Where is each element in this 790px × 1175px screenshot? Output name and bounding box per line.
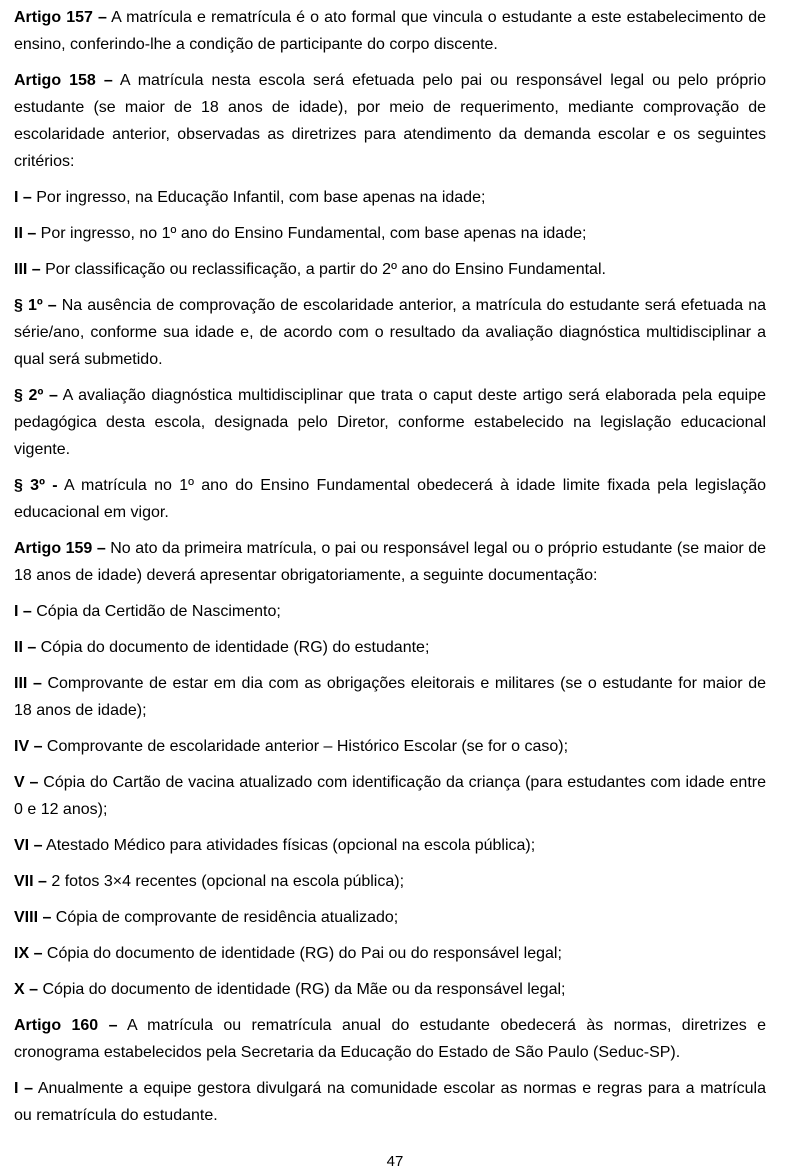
item-text: Cópia do documento de identidade (RG) do estudante; xyxy=(36,639,430,656)
page-number: 47 xyxy=(386,1153,404,1170)
article-160 xyxy=(14,1012,766,1066)
item-numeral: VI – xyxy=(14,837,43,854)
article-159-item-v xyxy=(14,769,766,823)
article-158-item-i xyxy=(14,184,766,211)
item-text: Cópia do documento de identidade (RG) do Pai ou do responsável legal; xyxy=(42,945,562,962)
article-159-item-vii xyxy=(14,868,766,895)
article-159-text: No ato da primeira matrícula, o pai ou responsável legal ou o próprio estudante (se maior de 18 anos de idade) deverá apresentar obrigatoriamente, a seguinte documentação: xyxy=(14,540,766,584)
item-text: Cópia do documento de identidade (RG) da Mãe ou da responsável legal; xyxy=(38,981,566,998)
item-numeral: III – xyxy=(14,261,41,278)
item-text: Anualmente a equipe gestora divulgará na comunidade escolar as normas e regras para a matrícula ou rematrícula do estudante. xyxy=(14,1080,766,1124)
item-text: Cópia de comprovante de residência atualizado; xyxy=(51,909,399,926)
paragraph-text: A matrícula no 1º ano do Ensino Fundamental obedecerá à idade limite fixada pela legislação educacional em vigor. xyxy=(14,477,767,521)
paragraph-symbol: § 3º - xyxy=(14,477,58,494)
article-159-item-i xyxy=(14,598,766,625)
item-text: Por ingresso, no 1º ano do Ensino Fundamental, com base apenas na idade; xyxy=(36,225,587,242)
article-158-text: A matrícula nesta escola será efetuada pelo pai ou responsável legal ou pelo próprio estudante (se maior de 18 anos de idade), por meio de requerimento, mediante comprovação de escolaridade anterior, observadas as diretrizes para atendimento da demanda escolar e os seguintes critérios: xyxy=(14,72,767,170)
article-159-item-x xyxy=(14,976,766,1003)
article-160-item-i xyxy=(14,1075,766,1129)
item-text: Por ingresso, na Educação Infantil, com base apenas na idade; xyxy=(31,189,486,206)
item-numeral: I – xyxy=(14,1080,34,1097)
document-body xyxy=(14,4,766,1129)
item-numeral: I – xyxy=(14,603,32,620)
article-157-text: A matrícula e rematrícula é o ato formal que vincula o estudante a este estabelecimento de ensino, conferindo-lhe a condição de participante do corpo discente. xyxy=(14,9,767,53)
item-numeral: V – xyxy=(14,774,39,791)
article-159-item-viii xyxy=(14,904,766,931)
item-text: Cópia do Cartão de vacina atualizado com identificação da criança (para estudantes com idade entre 0 e 12 anos); xyxy=(14,774,766,818)
item-numeral: III – xyxy=(14,675,42,692)
article-159-item-vi xyxy=(14,832,766,859)
article-157-heading: Artigo 157 – xyxy=(14,9,107,26)
article-158-paragraph-3 xyxy=(14,472,766,526)
article-159 xyxy=(14,535,766,589)
item-numeral: II – xyxy=(14,639,37,656)
article-158-item-ii xyxy=(14,220,766,247)
article-159-item-iii xyxy=(14,670,766,724)
article-159-item-ix xyxy=(14,940,766,967)
item-text: 2 fotos 3×4 recentes (opcional na escola pública); xyxy=(46,873,405,890)
item-numeral: VII – xyxy=(14,873,47,890)
article-157 xyxy=(14,4,766,58)
paragraph-symbol: § 1º – xyxy=(14,297,57,314)
item-numeral: II – xyxy=(14,225,37,242)
item-text: Comprovante de escolaridade anterior – Histórico Escolar (se for o caso); xyxy=(42,738,569,755)
item-text: Atestado Médico para atividades físicas (opcional na escola pública); xyxy=(42,837,536,854)
item-text: Comprovante de estar em dia com as obrigações eleitorais e militares (se o estudante for maior de 18 anos de idade); xyxy=(14,675,766,719)
item-numeral: I – xyxy=(14,189,32,206)
paragraph-text: A avaliação diagnóstica multidisciplinar que trata o caput deste artigo será elaborada pela equipe pedagógica desta escola, designada pelo Diretor, conforme estabelecido na legislação educacional vigente. xyxy=(14,387,766,458)
article-158 xyxy=(14,67,766,175)
article-158-item-iii xyxy=(14,256,766,283)
article-160-text: A matrícula ou rematrícula anual do estudante obedecerá às normas, diretrizes e cronograma estabelecidos pela Secretaria da Educação do Estado de São Paulo (Seduc-SP). xyxy=(14,1017,766,1061)
article-158-paragraph-1 xyxy=(14,292,766,373)
paragraph-symbol: § 2º – xyxy=(14,387,58,404)
item-text: Por classificação ou reclassificação, a partir do 2º ano do Ensino Fundamental. xyxy=(40,261,606,278)
item-numeral: X – xyxy=(14,981,39,998)
item-numeral: IV – xyxy=(14,738,43,755)
paragraph-text: Na ausência de comprovação de escolaridade anterior, a matrícula do estudante será efetuada na série/ano, conforme sua idade e, de acordo com o resultado da avaliação diagnóstica multidisciplinar a qual será submetido. xyxy=(14,297,766,368)
article-159-item-iv xyxy=(14,733,766,760)
item-text: Cópia da Certidão de Nascimento; xyxy=(31,603,281,620)
article-160-heading: Artigo 160 – xyxy=(14,1017,118,1034)
item-numeral: VIII – xyxy=(14,909,52,926)
article-158-paragraph-2 xyxy=(14,382,766,463)
article-159-item-ii xyxy=(14,634,766,661)
article-158-heading: Artigo 158 – xyxy=(14,72,113,89)
article-159-heading: Artigo 159 – xyxy=(14,540,106,557)
item-numeral: IX – xyxy=(14,945,43,962)
